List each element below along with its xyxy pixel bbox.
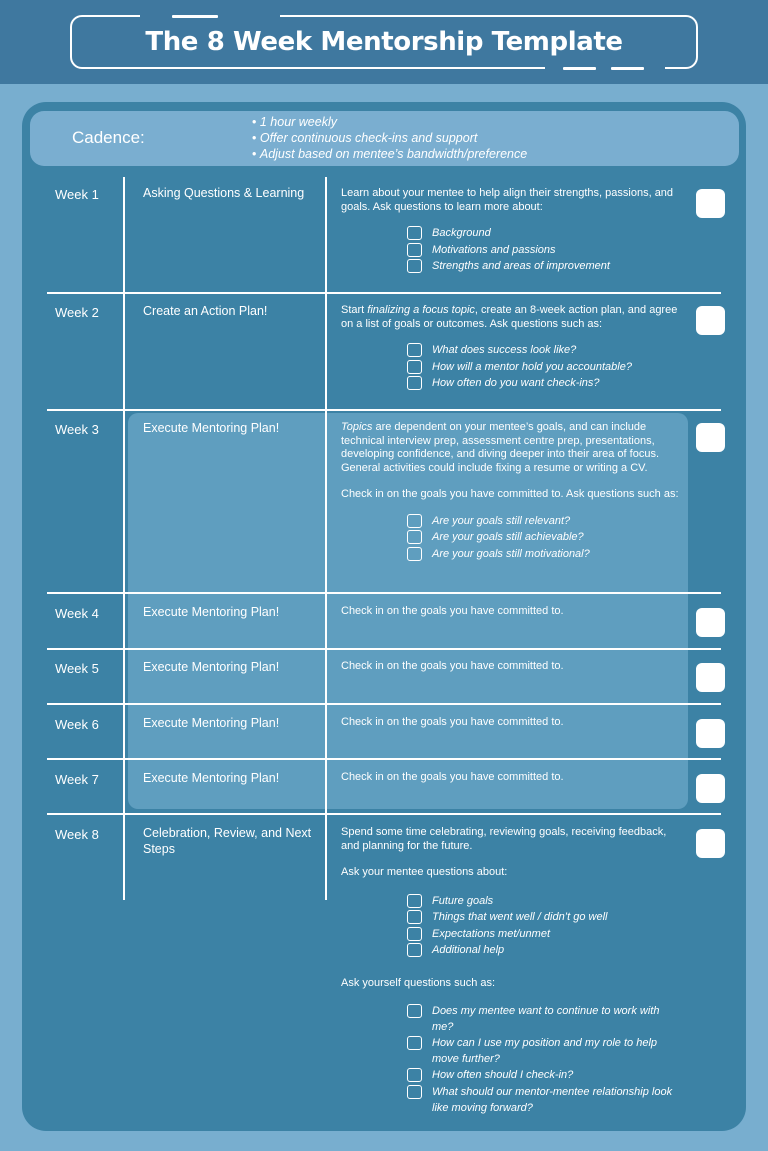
description-text <box>341 304 686 331</box>
checklist-item[interactable] <box>407 359 686 376</box>
checklist <box>407 1003 677 1116</box>
cadence-item: • Offer continuous check-ins and support <box>252 130 527 146</box>
checklist-item-label: Future goals <box>432 894 494 907</box>
checklist-item[interactable] <box>407 1003 677 1035</box>
week-description <box>341 187 686 289</box>
checklist-item[interactable] <box>407 1035 677 1067</box>
row-divider <box>47 758 721 760</box>
cadence-item: • Adjust based on mentee’s bandwidth/preference <box>252 146 527 162</box>
checkbox[interactable] <box>407 894 422 908</box>
week-label: Week 4 <box>55 606 99 621</box>
description-text <box>341 421 686 475</box>
title-frame-dash <box>611 67 644 70</box>
checklist-item[interactable] <box>407 893 686 910</box>
checkbox[interactable] <box>407 943 422 957</box>
checklist-item-label: Are your goals still motivational? <box>432 547 590 560</box>
checklist-item-label: Background <box>432 227 491 239</box>
week-complete-checkbox[interactable] <box>696 774 725 803</box>
week-label: Week 2 <box>55 305 99 320</box>
week-label: Week 3 <box>55 422 99 437</box>
checklist-item-label: Are your goals still relevant? <box>432 514 571 527</box>
title-frame <box>70 15 698 69</box>
cadence-item: • 1 hour weekly <box>252 114 527 130</box>
checklist-item[interactable] <box>407 546 686 563</box>
checkbox[interactable] <box>407 243 422 257</box>
description-text: Ask your mentee questions about: <box>341 866 508 878</box>
checklist-item[interactable] <box>407 375 686 392</box>
week-label: Week 8 <box>55 827 99 842</box>
week-complete-checkbox[interactable] <box>696 306 725 335</box>
week-description <box>341 826 686 1130</box>
checkbox[interactable] <box>407 376 422 390</box>
checkbox[interactable] <box>407 1085 422 1099</box>
week-complete-checkbox[interactable] <box>696 423 725 452</box>
description-text: Check in on the goals you have committed to. Ask questions such as: <box>341 488 679 500</box>
checklist-item-label: How often do you want check-ins? <box>432 377 600 389</box>
checklist-item-label: Expectations met/unmet <box>432 927 551 940</box>
description-text-part: , create an 8-week action plan, and agree on a list of goals or outcomes. Ask questions such as: <box>341 304 678 330</box>
checklist-item-label: How often should I check-in? <box>432 1069 574 1081</box>
checkbox[interactable] <box>407 1068 422 1082</box>
week-description: Check in on the goals you have committed to. <box>341 716 564 728</box>
week-activity: Execute Mentoring Plan! <box>143 605 280 619</box>
column-divider <box>325 177 327 900</box>
week-label: Week 5 <box>55 661 99 676</box>
checklist-item[interactable] <box>407 513 686 530</box>
week-label: Week 6 <box>55 717 99 732</box>
week-activity: Asking Questions & Learning <box>143 186 305 200</box>
checklist-item[interactable] <box>407 1084 677 1116</box>
checklist-item-label: Additional help <box>432 944 505 956</box>
week-complete-checkbox[interactable] <box>696 829 725 858</box>
checklist-item-label: Things that went well / didn’t go well <box>432 911 608 923</box>
cadence-label: Cadence: <box>72 128 145 147</box>
column-divider <box>123 177 125 900</box>
week-description <box>341 304 686 406</box>
checkbox[interactable] <box>407 259 422 273</box>
week-description: Check in on the goals you have committed to. <box>341 771 564 783</box>
week-label: Week 7 <box>55 772 99 787</box>
checkbox[interactable] <box>407 1036 422 1050</box>
row-divider <box>47 292 721 294</box>
week-description: Check in on the goals you have committed to. <box>341 605 564 617</box>
checklist-item-label: Are your goals still achievable? <box>432 531 584 543</box>
checklist-item[interactable] <box>407 225 686 242</box>
description-text-part: finalizing a focus topic <box>367 304 475 316</box>
week-description <box>341 421 686 576</box>
week-label: Week 1 <box>55 187 99 202</box>
row-divider <box>47 703 721 705</box>
checklist-item-label: What does success look like? <box>432 344 577 356</box>
checklist <box>407 513 686 563</box>
week-activity: Execute Mentoring Plan! <box>143 716 280 730</box>
checklist-item[interactable] <box>407 242 686 259</box>
checklist-item[interactable] <box>407 342 686 359</box>
row-divider <box>47 592 721 594</box>
row-divider <box>47 409 721 411</box>
checklist-item[interactable] <box>407 942 686 959</box>
checklist-item[interactable] <box>407 909 686 926</box>
week-activity: Create an Action Plan! <box>143 304 268 318</box>
week-complete-checkbox[interactable] <box>696 189 725 218</box>
week-complete-checkbox[interactable] <box>696 719 725 748</box>
checklist-item[interactable] <box>407 258 686 275</box>
week-complete-checkbox[interactable] <box>696 608 725 637</box>
description-text: Ask yourself questions such as: <box>341 976 496 989</box>
checklist <box>407 342 686 392</box>
cadence-list <box>252 114 527 162</box>
description-text-part: Start <box>341 304 368 316</box>
row-divider <box>47 648 721 650</box>
title-frame-dash <box>563 67 596 70</box>
checklist-item-label: How will a mentor hold you accountable? <box>432 360 632 373</box>
checkbox[interactable] <box>407 226 422 240</box>
checkbox[interactable] <box>407 927 422 941</box>
checkbox[interactable] <box>407 530 422 544</box>
week-complete-checkbox[interactable] <box>696 663 725 692</box>
checklist-item-label: Motivations and passions <box>432 243 556 256</box>
checklist-item-label: Strengths and areas of improvement <box>432 260 610 272</box>
checklist-item-label: Does my mentee want to continue to work with me? <box>432 1005 660 1033</box>
checklist <box>407 893 686 959</box>
checklist-item[interactable] <box>407 1067 677 1084</box>
description-text-part: Topics <box>341 421 373 433</box>
checklist-item[interactable] <box>407 529 686 546</box>
checklist <box>407 225 686 275</box>
checklist-item-label: How can I use my position and my role to help move further? <box>432 1037 658 1065</box>
week-activity: Execute Mentoring Plan! <box>143 660 280 674</box>
row-divider <box>47 813 721 815</box>
checkbox[interactable] <box>407 910 422 924</box>
checkbox[interactable] <box>407 1004 422 1018</box>
checkbox[interactable] <box>407 343 422 357</box>
checkbox[interactable] <box>407 514 422 528</box>
page-title: The 8 Week Mentorship Template <box>145 27 623 57</box>
description-text: Spend some time celebrating, reviewing goals, receiving feedback, and planning for the future. <box>341 826 667 852</box>
checklist-item-label: What should our mentor-mentee relationship look like moving forward? <box>432 1085 673 1114</box>
week-activity: Execute Mentoring Plan! <box>143 771 280 785</box>
checklist-item[interactable] <box>407 926 686 943</box>
week-description: Check in on the goals you have committed to. <box>341 660 564 672</box>
description-text: Learn about your mentee to help align their strengths, passions, and goals. Ask questions to learn more about: <box>341 187 674 213</box>
week-activity: Celebration, Review, and Next Steps <box>143 826 312 856</box>
checkbox[interactable] <box>407 547 422 561</box>
checkbox[interactable] <box>407 360 422 374</box>
title-frame-dash <box>172 15 218 18</box>
description-text-part: are dependent on your mentee’s goals, and can include technical interview prep, assessment centre prep, presentations, developing confidence, and diving deeper into their area of focus. General activities could include fixing a resume or writing a CV. <box>341 421 659 474</box>
week-activity: Execute Mentoring Plan! <box>143 421 280 435</box>
